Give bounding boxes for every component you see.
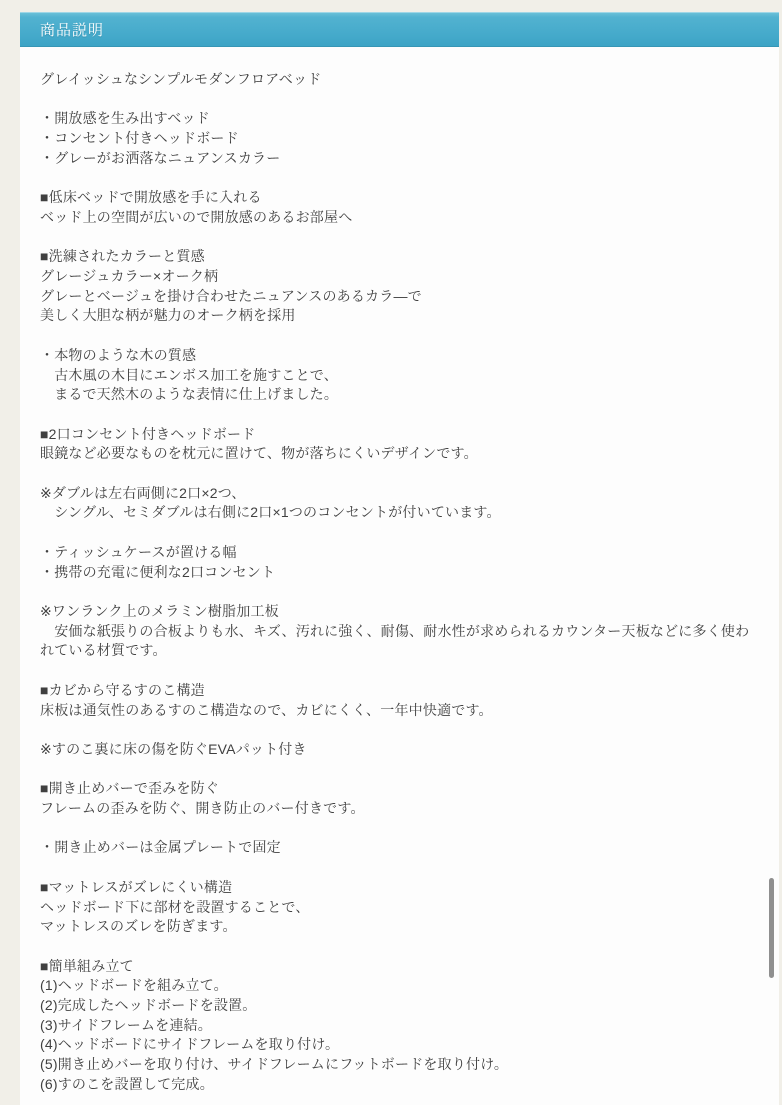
text-line [40,523,761,543]
text-line: (3)サイドフレームを連結。 [40,1016,212,1033]
text-line: (2)完成したヘッドボードを設置。 [40,997,257,1014]
text-line [40,819,761,839]
text-line [40,90,761,110]
scrollbar-thumb[interactable] [769,878,774,978]
text-line: ■洗練されたカラーと質感 [40,248,205,265]
text-line [40,582,761,602]
text-line: (4)ヘッドボードにサイドフレームを取り付け。 [40,1036,340,1053]
text-line: ■マットレスがズレにくい構造 [40,878,233,895]
text-line: 古木風の木目にエンボス加工を施すことで、 [40,366,338,383]
text-line: ■2口コンセント付きヘッドボード [40,425,256,442]
text-line [40,937,761,957]
text-line: グレイッシュなシンプルモダンフロアベッド [40,71,322,87]
text-line: ・携帯の充電に便利な2口コンセント [40,563,276,580]
text-line: (6)すのこを設置して完成。 [40,1075,214,1092]
text-line [40,405,761,425]
text-line: ベッド上の空間が広いので開放感のあるお部屋へ [40,208,353,225]
text-line: シングル、セミダブルは右側に2口×1つのコンセントが付いています。 [40,504,501,521]
text-line [40,464,761,484]
text-line: (1)ヘッドボードを組み立て。 [40,977,228,994]
text-line: ・ティッシュケースが置ける幅 [40,543,237,560]
section-header [20,12,779,47]
text-line: ■簡単組み立て [40,957,134,974]
product-description-panel [20,12,779,1105]
text-line: ・グレーがお洒落なニュアンスカラー [40,149,281,166]
text-line: ・開放感を生み出すベッド [40,110,210,127]
text-line: 床板は通気性のあるすのこ構造なので、カビにくく、一年中快適です。 [40,701,493,718]
text-line: ※ダブルは左右両側に2口×2つ、 [40,484,246,501]
text-line [40,169,761,189]
text-line: まるで天然木のような表情に仕上げました。 [40,386,339,403]
text-line: 眼鏡など必要なものを枕元に置けて、物が落ちにくいデザインです。 [40,445,478,462]
text-line [40,228,761,248]
text-line: グレーとベージュを掛け合わせたニュアンスのあるカラ―で [40,287,422,304]
text-line: ■低床ベッドで開放感を手に入れる [40,189,262,206]
text-line [40,760,761,780]
text-line: ※ワンランク上のメラミン樹脂加工板 [40,602,279,619]
text-line: 安価な紙張りの合板よりも水、キズ、汚れに強く、耐傷、耐水性が求められるカウンター天板などに多く使われている材質です。 [40,622,750,659]
text-line: ・コンセント付きヘッドボード [40,130,239,147]
description-text [20,47,779,1105]
text-line [40,720,761,740]
text-line: ■カビから守るすのこ構造 [40,681,205,698]
text-line: (5)開き止めバーを取り付け、サイドフレームにフットボードを取り付け。 [40,1056,509,1073]
text-line [40,661,761,681]
text-line: 美しく大胆な柄が魅力のオーク柄を採用 [40,307,296,324]
text-line: フレームの歪みを防ぐ、開き防止のバー付きです。 [40,800,365,817]
text-line: ■開き止めバーで歪みを防ぐ [40,780,220,797]
text-line: マットレスのズレを防ぎます。 [40,918,237,935]
text-line: ・本物のような木の質感 [40,346,197,363]
text-line: グレージュカラー×オーク柄 [40,268,219,285]
section-title: 商品説明 [40,22,105,39]
text-line: ヘッドボード下に部材を設置することで、 [40,898,310,915]
text-line [40,858,761,878]
text-line: ※すのこ裏に床の傷を防ぐEVAパット付き [40,740,307,757]
text-line [40,326,761,346]
text-line: ・開き止めバーは金属プレートで固定 [40,839,281,856]
